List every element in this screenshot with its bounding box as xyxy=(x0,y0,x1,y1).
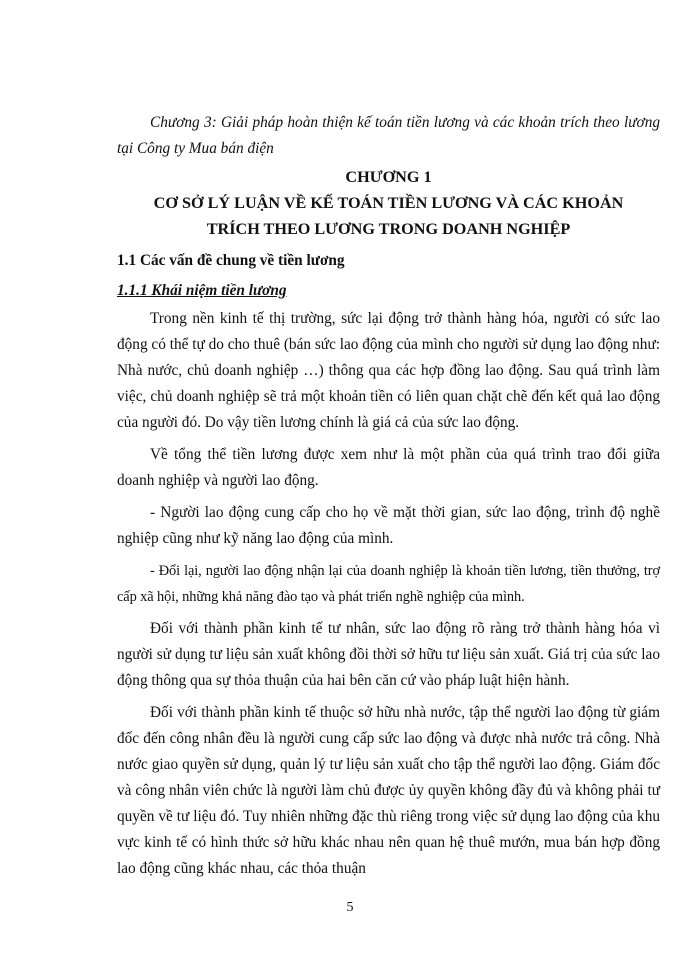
paragraph-3: - Người lao động cung cấp cho họ về mặt thời gian, sức lao động, trình độ nghề nghiệp cũng như kỹ năng lao động của mình. xyxy=(117,504,660,547)
chapter-intro-line: Chương 3: Giải pháp hoàn thiện kế toán tiền lương và các khoản trích theo lương tại Công ty Mua bán điện xyxy=(117,114,660,157)
chapter-title xyxy=(117,190,660,242)
chapter-title-line-2: TRÍCH THEO LƯƠNG TRONG DOANH NGHIỆP xyxy=(206,220,571,238)
chapter-title-line-1: CƠ SỞ LÝ LUẬN VỀ KẾ TOÁN TIỀN LƯƠNG VÀ CÁC KHOẢN xyxy=(153,194,624,212)
page-number: 5 xyxy=(346,900,354,915)
page-content xyxy=(117,110,660,888)
paragraph-4: - Đổi lại, người lao động nhận lại của doanh nghiệp là khoản tiền lương, tiền thưởng, trợ cấp xã hội, những khả năng đào tạo và phát triển nghề nghiệp của mình. xyxy=(117,563,660,605)
chapter-number: CHƯƠNG 1 xyxy=(345,168,432,186)
paragraph-6: Đối với thành phần kinh tế thuộc sở hữu nhà nước, tập thể người lao động từ giám đốc đến công nhân đều là người cung cấp sức lao động và được nhà nước trả công. Nhà nước giao quyền sử dụng, quản lý tư liệu sản xuất cho tập thể người lao động. Giám đốc và công nhân viên chức là người làm chủ được ủy quyền không đầy đủ và không phải tư quyền về tư liệu đó. Tuy nhiên những đặc thù riêng trong việc sử dụng lao động của khu vực kinh tế có hình thức sở hữu khác nhau nên quan hệ thuê mướn, mua bán hợp đồng lao động cũng khác nhau, các thỏa thuận xyxy=(117,704,660,877)
paragraph-2: Về tổng thể tiền lương được xem như là một phần của quá trình trao đổi giữa doanh nghiệp và người lao động. xyxy=(117,446,660,489)
paragraph-1: Trong nền kinh tế thị trường, sức lại động trở thành hàng hóa, người có sức lao động có thể tự do cho thuê (bán sức lao động của mình cho người sử dụng lao động như: Nhà nước, chủ doanh nghiệp …) thông qua các hợp đồng lao động. Sau quá trình làm việc, chủ doanh nghiệp sẽ trả một khoản tiền có liên quan chặt chẽ đến kết quả lao động của người đó. Do vậy tiền lương chính là giá cả của sức lao động. xyxy=(117,310,660,431)
subsection-heading: 1.1.1 Khái niệm tiền lương xyxy=(117,282,287,299)
section-heading: 1.1 Các vấn đề chung về tiền lương xyxy=(117,252,345,269)
paragraph-5: Đối với thành phần kinh tế tư nhân, sức lao động rõ ràng trở thành hàng hóa vì người sử dụng tư liệu sản xuất không đồi thời sở hữu tư liệu sản xuất. Giá trị của sức lao động thông qua sự thỏa thuận của hai bên căn cứ vào pháp luật hiện hành. xyxy=(117,620,660,689)
